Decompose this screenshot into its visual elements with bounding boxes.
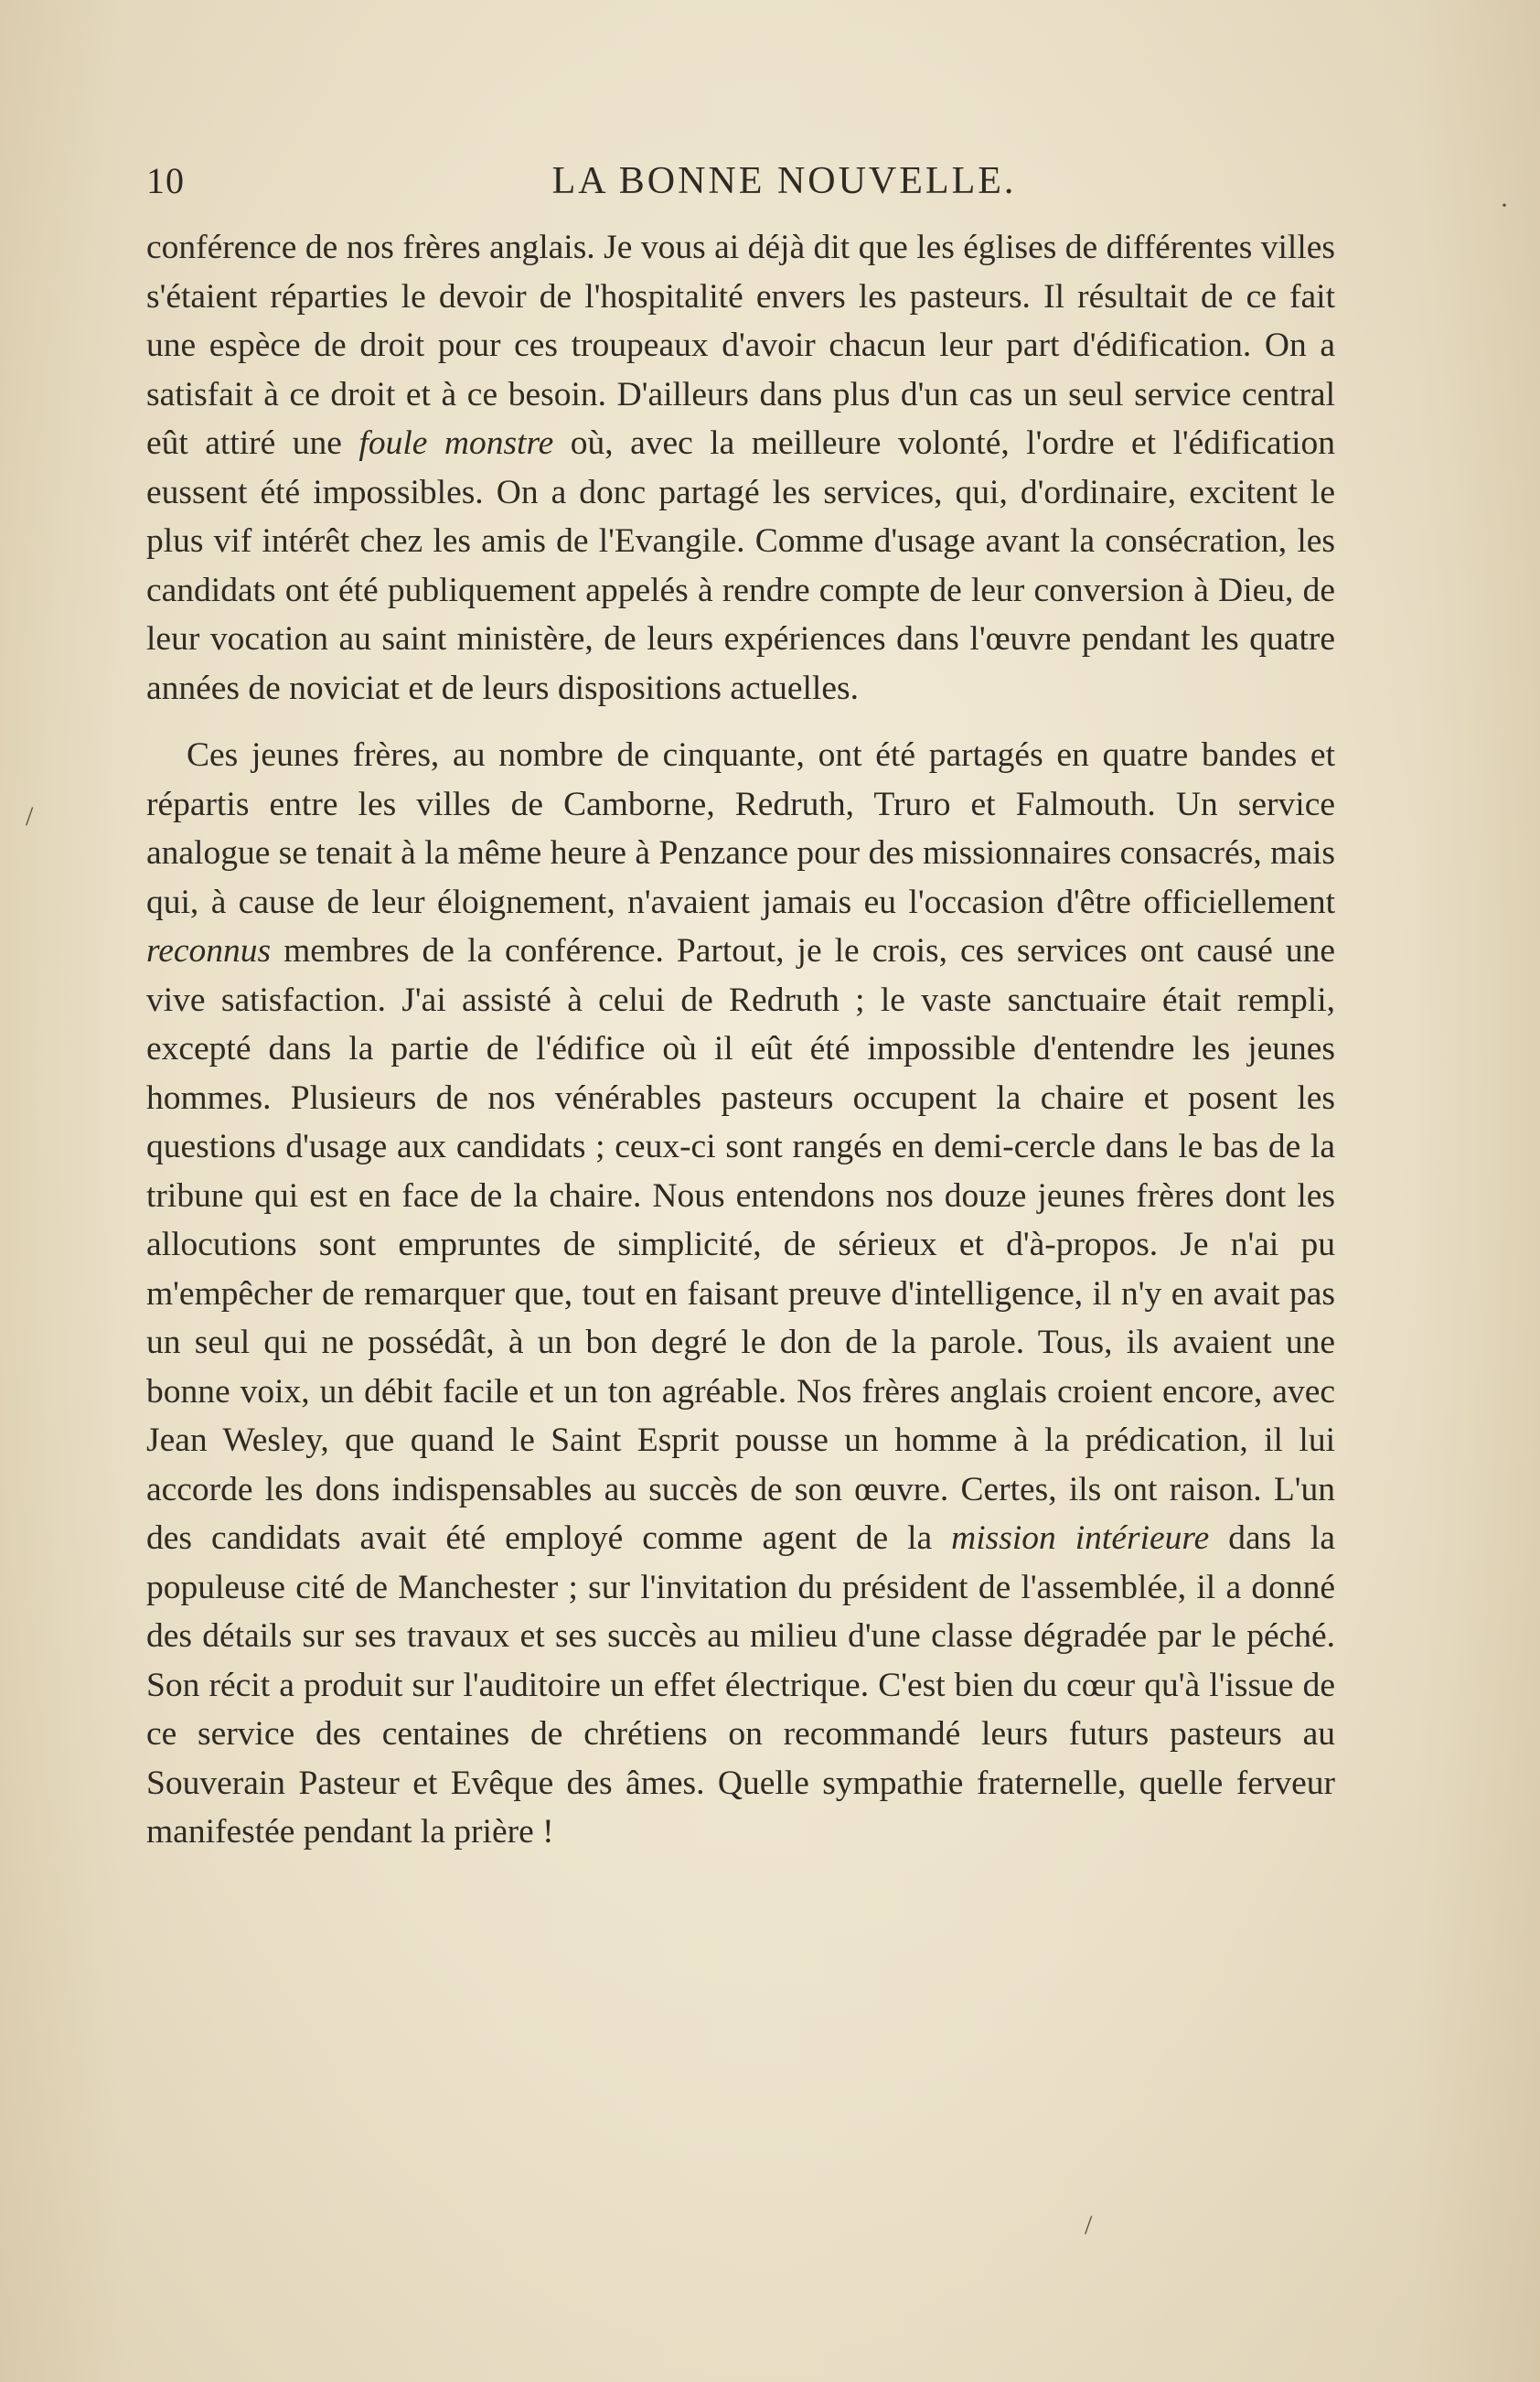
margin-mark-bottom: / (1085, 2210, 1093, 2240)
margin-dot-right: · (1500, 190, 1509, 220)
paragraph-1 (146, 223, 1335, 713)
running-title: LA BONNE NOUVELLE. (551, 160, 1017, 202)
paragraph-1-italic-1: foule monstre (358, 424, 554, 462)
paragraph-2-italic-2: mission intérieure (951, 1519, 1210, 1557)
margin-mark-left: / (26, 801, 34, 832)
paragraph-2-text-1: Ces jeunes frères, au nombre de cinquante, ont été partagés en quatre bandes et répartis entre les villes de Camborne, Redruth, Truro et Falmouth. Un service analogue se tenait à la même heure à Penzance pour des missionnaires consacrés, mais qui, à cause de leur éloignement, n'avaient jamais eu l'occasion d'être officiellement (146, 736, 1335, 921)
body-text (146, 223, 1335, 1857)
paragraph-2-italic-1: reconnus (146, 932, 272, 970)
paragraph-1-text-1: conférence de nos frères anglais. Je vous ai déjà dit que les églises de différentes villes s'étaient réparties le devoir de l'hospitalité envers les pasteurs. Il résultait de ce fait une espèce de droit pour ces troupeaux d'avoir chacun leur part d'édification. On a satisfait à ce droit et à ce besoin. D'ailleurs dans plus d'un cas un seul service central eût attiré une (146, 229, 1335, 462)
running-head (146, 154, 1358, 209)
paragraph-1-text-2: où, avec la meilleure volonté, l'ordre et l'édification eussent été impossibles. On a donc partagé les services, qui, d'ordinaire, excitent le plus vif intérêt chez les amis de l'Evangile. Comme d'usage avant la consécration, les candidats ont été publiquement appelés à rendre compte de leur conversion à Dieu, de leur vocation au saint ministère, de leurs expériences dans l'œuvre pendant les quatre années de noviciat et de leurs dispositions actuelles. (146, 424, 1335, 707)
paragraph-2 (146, 731, 1335, 1857)
paragraph-2-text-2: membres de la conférence. Partout, je le crois, ces services ont causé une vive satisfaction. J'ai assisté à celui de Redruth ; le vaste sanctuaire était rempli, excepté dans la partie de l'édifice où il eût été impossible d'entendre les jeunes hommes. Plusieurs de nos vénérables pasteurs occupent la chaire et posent les questions d'usage aux candidats ; ceux-ci sont rangés en demi-cercle dans le bas de la tribune qui est en face de la chaire. Nous entendons nos douze jeunes frères dont les allocutions sont empruntes de simplicité, de sérieux et d'à-propos. Je n'ai pu m'empêcher de remarquer que, tout en faisant preuve d'intelligence, il n'y en avait pas un seul qui ne possédât, à un bon degré le don de la parole. Tous, ils avaient une bonne voix, un débit facile et un ton agréable. Nos frères anglais croient encore, avec Jean Wesley, que quand le Saint Esprit pousse un homme à la prédication, il lui accorde les dons indispensables au succès de son œuvre. Certes, ils ont raison. L'un des candidats avait été employé comme agent de la (146, 932, 1335, 1557)
page-number: 10 (146, 160, 185, 201)
paragraph-2-text-3: dans la populeuse cité de Manchester ; sur l'invitation du président de l'assemblée, il a donné des détails sur ses travaux et ses succès au milieu d'une classe dégradée par le péché. Son récit a produit sur l'auditoire un effet électrique. C'est bien du cœur qu'à l'issue de ce service des centaines de chrétiens on recommandé leurs futurs pasteurs au Souverain Pasteur et Evêque des âmes. Quelle sympathie fraternelle, quelle ferveur manifestée pendant la prière ! (146, 1519, 1335, 1851)
